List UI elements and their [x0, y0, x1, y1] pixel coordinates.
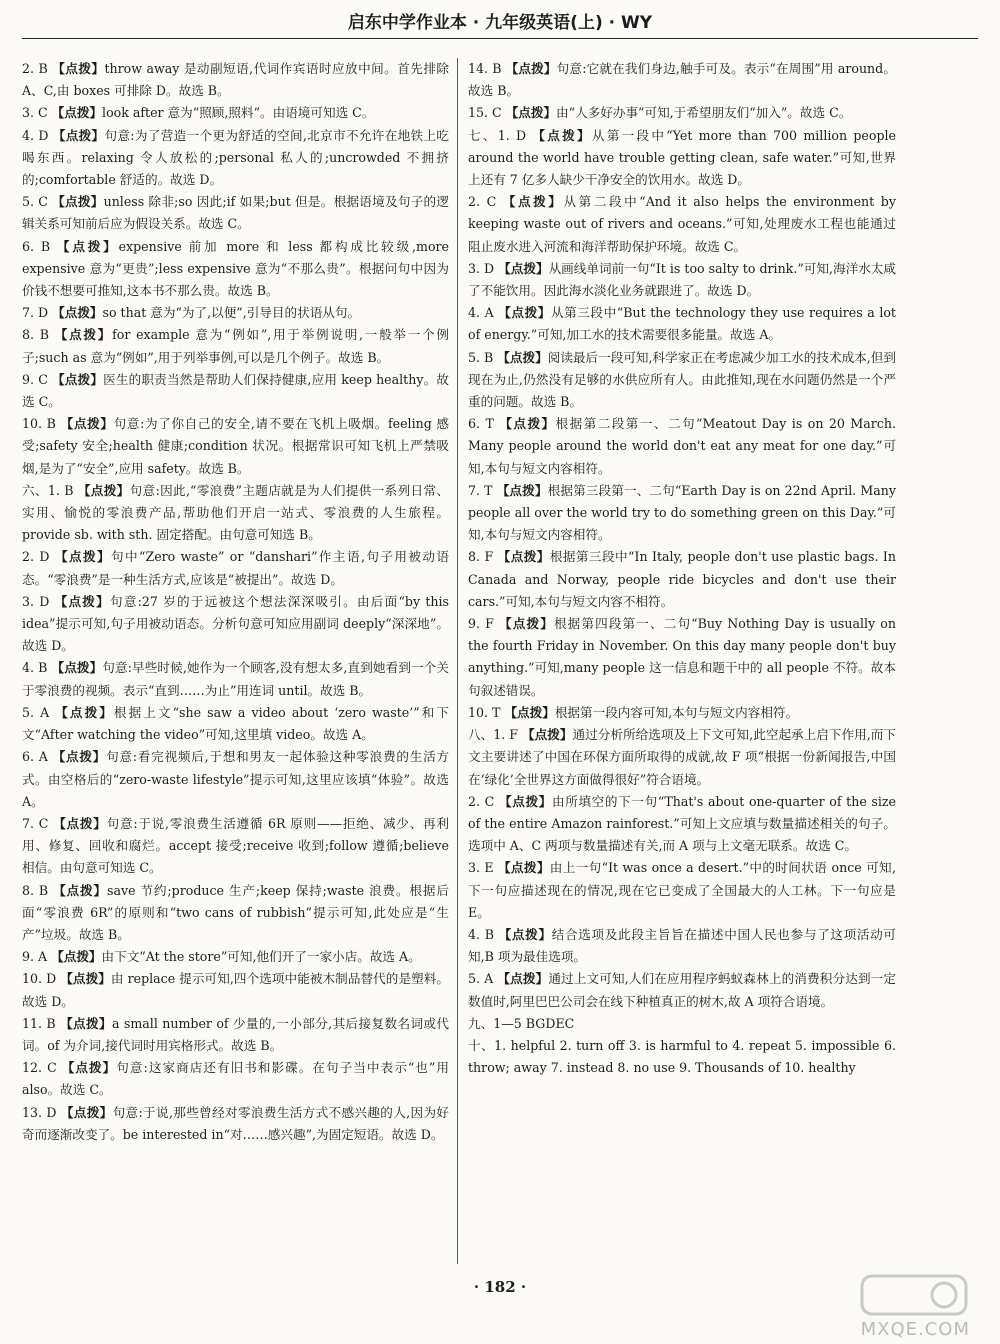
answer-item: 3. D 【点拨】从画线单词前一句“It is too salty to drink.”可知,海洋水太咸了不能饮用。因此海水淡化业务就跟进了。故选 D。 [468, 260, 896, 299]
answer-item: 4. B 【点拨】句意:早些时候,她作为一个顾客,没有想太多,直到她看到一个关于零浪费的视频。表示“直到……为止”用连词 until。故选 B。 [22, 660, 450, 698]
hint-tag: 【点拨】 [51, 660, 103, 676]
answer-item: 6. A 【点拨】句意:看完视频后,于想和男友一起体验这种零浪费的生活方式。由空格后的“zero-waste lifestyle”提示可知,这里应该填“体验”。故选 A。 [22, 749, 450, 809]
answer-item: 5. B 【点拨】阅读最后一段可知,科学家正在考虑减少加工水的技术成本,但到现在为止,仍然没有足够的水供应所有人。由此推知,现在水问题仍然是一个严重的问题。故选 B。 [468, 349, 897, 410]
answer-item: 2. D 【点拨】句中“Zero waste” or “danshari”作主语,句子用被动语态。“零浪费”是一种生活方式,应该是“被提出”。故选 D。 [22, 549, 450, 587]
answer-item: 10. T 【点拨】根据第一段内容可知,本句与短文内容相符。 [468, 704, 799, 720]
answer-item: 9. C 【点拨】医生的职责当然是帮助人们保持健康,应用 keep healthy。故选 C。 [22, 371, 449, 410]
hint-tag: 【点拨】 [52, 127, 105, 143]
answer-item: 3. E 【点拨】由上一句“It was once a desert.”中的时间状语 once 可知,下一句应描述现在的情况,现在它已变成了全国最大的人工林。下一句应是 E。 [468, 860, 896, 920]
answer-item: 13. D 【点拨】句意:于说,那些曾经对零浪费生活方式不感兴趣的人,因为好奇而逐渐改变了。be interested in“对……感兴趣”,为固定短语。故选 D。 [22, 1104, 450, 1142]
answer-item: 9. A 【点拨】由下文“At the store”可知,他们开了一家小店。故选 A。 [22, 949, 421, 965]
hint-tag: 【点拨】 [54, 327, 113, 343]
hint-tag: 【点拨】 [505, 105, 557, 121]
hint-tag: 【点拨】 [497, 971, 549, 987]
answer-item: 9. F 【点拨】根据第四段第一、二句“Buy Nothing Day is usually on the fourth Friday in November. On this day many people don't buy anything.”可知,many people 这一信息和题干中的 all people 不符。故本句叙述错误。 [468, 616, 897, 698]
answer-item: 7. D 【点拨】so that 意为“为了,以便”,引导目的状语从句。 [22, 305, 361, 321]
hint-tag: 【点拨】 [60, 971, 111, 987]
hint-tag: 【点拨】 [60, 416, 114, 432]
hint-tag: 【点拨】 [51, 949, 102, 965]
hint-tag: 【点拨】 [61, 1060, 117, 1076]
answer-item: 6. T 【点拨】根据第二段第一、二句“Meatout Day is on 20 March. Many people around the world don't eat any meat for one day.”可知,本句与短文内容相符。 [468, 416, 896, 476]
hint-tag: 【点拨】 [52, 749, 107, 765]
hint-tag: 【点拨】 [502, 194, 564, 210]
column-divider [457, 58, 458, 1264]
answer-item: 12. C 【点拨】句意:这家商店还有旧书和影碟。在句子当中表示“也”用 also。故选 C。 [22, 1060, 450, 1098]
hint-tag: 【点拨】 [505, 61, 557, 76]
hint-tag: 【点拨】 [51, 105, 103, 121]
watermark-logo [858, 1270, 970, 1342]
hint-tag: 【点拨】 [77, 482, 130, 498]
hint-tag: 【点拨】 [496, 482, 548, 498]
hint-tag: 【点拨】 [497, 349, 548, 365]
answer-item: 九、1—5 BGDEC [468, 1015, 575, 1031]
answer-item: 4. B 【点拨】结合选项及此段主旨旨在描述中国人民也参与了这项活动可知,B 项为最佳选项。 [468, 926, 897, 965]
hint-tag: 【点拨】 [52, 371, 104, 387]
answer-item: 8. B 【点拨】for example 意为“例如”,用于举例说明,一般举一个例子;such as 意为“例如”,用于列举事例,可以是几个例子。故选 B。 [22, 327, 450, 365]
hint-tag: 【点拨】 [56, 238, 119, 254]
page-number: · 182 · [473, 1278, 527, 1296]
answer-item: 11. B 【点拨】a small number of 少量的,一小部分,其后接复数名词或代词。of 为介词,接代词时用宾格形式。故选 B。 [22, 1015, 449, 1053]
hint-tag: 【点拨】 [55, 704, 114, 720]
answer-item: 15. C 【点拨】由“人多好办事”可知,于希望朋友们“加入”。故选 C。 [468, 105, 852, 121]
hint-tag: 【点拨】 [52, 305, 103, 321]
hint-tag: 【点拨】 [499, 416, 556, 432]
hint-tag: 【点拨】 [532, 127, 592, 143]
hint-tag: 【点拨】 [498, 260, 549, 276]
answer-item: 7. T 【点拨】根据第三段第一、二句“Earth Day is on 22nd April. Many people all over the world try to do something green on this Day.”可知,本句与短文内容相符。 [468, 482, 896, 543]
hint-tag: 【点拨】 [504, 704, 555, 720]
hint-tag: 【点拨】 [522, 727, 573, 743]
page-header: 启东中学作业本 · 九年级英语(上) · WY [347, 13, 653, 33]
answer-item: 2. C 【点拨】由所填空的下一句“That's about one-quarter of the size of the entire Amazon rainforest.”可知上文应填与数量描述相关的句子。选项中 A、C 两项与数量描述有关,而 A 项与上文毫无联系。故选 C。 [468, 793, 897, 854]
watermark-text: MXQE.COM [860, 1319, 970, 1340]
answer-item: 6. B 【点拨】expensive 前加 more 和 less 都构成比较级,more expensive 意为“更贵”;less expensive 意为“不那么贵”。根据问句中因为价钱不想要可推知,这本书不那么贵。故选 B。 [22, 238, 449, 299]
answer-item: 六、1. B 【点拨】句意:因此,“零浪费”主题店就是为人们提供一系列日常、实用、愉悦的零浪费产品,帮助他们开启一站式、零浪费的人生旅程。provide sb. with sth. 固定搭配。由句意可知选 B。 [22, 482, 450, 543]
watermark-icon [858, 1270, 970, 1320]
answer-item: 5. C 【点拨】unless 除非;so 因此;if 如果;but 但是。根据语境及句子的逻辑关系可知前后应为假设关系。故选 C。 [22, 194, 449, 232]
hint-tag: 【点拨】 [498, 305, 551, 321]
hint-tag: 【点拨】 [54, 549, 111, 565]
hint-tag: 【点拨】 [52, 61, 105, 76]
answer-item: 10. D 【点拨】由 replace 提示可知,四个选项中能被木制品替代的是塑料。故选 D。 [22, 971, 450, 1009]
answer-item: 3. D 【点拨】句意:27 岁的于远被这个想法深深吸引。由后面“by this idea”提示可知,句子用被动语态。分析句意可知应用副词 deeply“深深地”。故选 D。 [22, 593, 450, 654]
hint-tag: 【点拨】 [498, 926, 552, 942]
header-rule [22, 38, 978, 39]
answer-item: 10. B 【点拨】句意:为了你自己的安全,请不要在飞机上吸烟。feeling 感受;safety 安全;health 健康;condition 状况。根据常识可知飞机上严禁吸烟,是为了“安全”,应用 safety。故选 B。 [22, 416, 450, 476]
hint-tag: 【点拨】 [53, 815, 107, 831]
hint-tag: 【点拨】 [60, 1015, 112, 1031]
answer-item: 4. A 【点拨】从第三段中“But the technology they use requires a lot of energy.”可知,加工水的技术需要很多能量。故选 A。 [468, 305, 896, 343]
answer-item: 八、1. F 【点拨】通过分析所给选项及上下文可知,此空起承上启下作用,而下文主要讲述了中国在环保方面所取得的成就,故 F 项“根据一份新闻报告,中国在‘绿化’全世界这方面做得很好”符合语境。 [468, 727, 897, 787]
right-column [468, 58, 896, 1079]
answer-item: 7. C 【点拨】句意:于说,零浪费生活遵循 6R 原则——拒绝、减少、再利用、修复、回收和腐烂。accept 接受;receive 收到;follow 遵循;believe 相信。由句意可知选 C。 [22, 815, 450, 876]
hint-tag: 【点拨】 [53, 882, 108, 898]
hint-tag: 【点拨】 [52, 194, 104, 210]
answer-item: 七、1. D 【点拨】从第一段中“Yet more than 700 million people around the world have trouble getting clean, safe water.”可知,世界上还有 7 亿多人缺少干净安全的饮用水。故选 D。 [468, 127, 897, 188]
hint-tag: 【点拨】 [54, 593, 110, 609]
answer-item: 8. F 【点拨】根据第三段中“In Italy, people don't use plastic bags. In Canada and Norway, people ride bicycles and don't use their cars.”可知,本句与短文内容不相符。 [468, 549, 897, 609]
answer-item: 14. B 【点拨】句意:它就在我们身边,触手可及。表示“在周围”用 around。故选 B。 [468, 61, 896, 99]
answer-item: 十、1. helpful 2. turn off 3. is harmful to 4. repeat 5. impossible 6. throw; away 7. instead 8. no use 9. Thousands of 10. healthy [468, 1037, 896, 1076]
answer-item: 4. D 【点拨】句意:为了营造一个更为舒适的空间,北京市不允许在地铁上吃喝东西。relaxing 令人放松的;personal 私人的;uncrowded 不拥挤的;comfortable 舒适的。故选 D。 [22, 127, 449, 188]
answer-item: 2. B 【点拨】throw away 是动副短语,代词作宾语时应放中间。首先排除 A、C,由 boxes 可排除 D。故选 B。 [22, 61, 450, 99]
hint-tag: 【点拨】 [497, 549, 550, 565]
answer-item: 8. B 【点拨】save 节约;produce 生产;keep 保持;waste 浪费。根据后面“零浪费 6R”的原则和“two cans of rubbish”提示可知,此处应是“生产”垃圾。故选 B。 [22, 882, 449, 942]
hint-tag: 【点拨】 [499, 616, 554, 632]
hint-tag: 【点拨】 [498, 793, 552, 809]
hint-tag: 【点拨】 [497, 860, 550, 876]
answer-item: 5. A 【点拨】根据上文“she saw a video about ‘zero waste’”和下文“After watching the video”可知,这里填 video。故选 A。 [22, 704, 450, 743]
left-column [22, 58, 449, 1146]
answer-item: 5. A 【点拨】通过上文可知,人们在应用程序蚂蚁森林上的消费积分达到一定数值时,阿里巴巴公司会在线下种植真正的树木,故 A 项符合语境。 [468, 971, 896, 1009]
answer-item: 3. C 【点拨】look after 意为“照顾,照料”。由语境可知选 C。 [22, 105, 375, 121]
hint-tag: 【点拨】 [60, 1104, 113, 1120]
answer-item: 2. C 【点拨】从第二段中“And it also helps the environment by keeping waste out of rivers and oceans.”可知,处理废水工程也能通过阻止废水进入河流和海洋帮助保护环境。故选 C。 [468, 194, 896, 254]
